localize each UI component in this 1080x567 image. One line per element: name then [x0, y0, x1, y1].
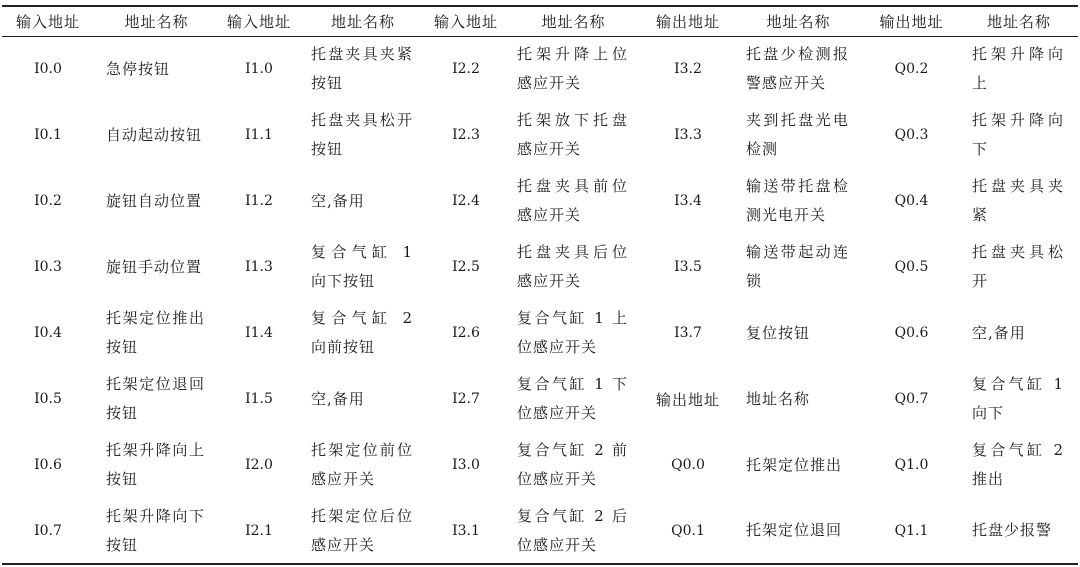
address-name-cell: 托架升降上位感应开关 — [517, 45, 628, 93]
address-cell: Q0.0 — [671, 457, 705, 473]
table-row — [2, 300, 1078, 366]
address-cell: I3.3 — [674, 127, 702, 143]
address-name-cell: 复合气缸 1 下位感应开关 — [517, 375, 628, 422]
address-name-cell: 旋钮手动位置 — [106, 257, 203, 276]
header-input-address-3: 输入地址 — [433, 12, 498, 31]
header-input-address-1: 输入地址 — [15, 12, 80, 31]
address-cell: Q0.7 — [894, 391, 929, 407]
address-cell: I0.1 — [34, 127, 62, 143]
address-name-cell: 地址名称 — [746, 389, 811, 408]
address-name-cell: 托架定位退回按钮 — [106, 375, 205, 422]
address-cell: I0.3 — [34, 259, 62, 275]
header-output-address-2: 输出地址 — [879, 12, 944, 31]
address-cell: Q1.1 — [894, 522, 929, 539]
address-name-cell: 空,备用 — [311, 389, 365, 408]
address-name-cell: 急停按钮 — [106, 59, 171, 78]
address-name-cell: 输送带托盘检测光电开关 — [746, 177, 849, 224]
header-row — [2, 6, 1078, 36]
address-cell: I0.2 — [34, 193, 62, 209]
address-cell: I0.7 — [34, 522, 62, 539]
address-cell: I0.6 — [34, 457, 62, 473]
address-cell: I3.0 — [452, 457, 480, 473]
address-cell: I3.7 — [674, 325, 702, 341]
address-name-cell: 自动起动按钮 — [106, 125, 203, 144]
address-name-cell: 复位按钮 — [746, 323, 811, 342]
address-name-cell: 托盘夹具夹紧按钮 — [311, 45, 413, 93]
table-row — [2, 168, 1078, 234]
address-cell: I3.5 — [674, 259, 702, 275]
address-cell: 输出地址 — [655, 390, 720, 409]
table-row — [2, 234, 1078, 300]
table-row — [2, 498, 1078, 564]
address-name-cell: 托架定位退回 — [746, 521, 843, 539]
address-cell: I2.2 — [452, 61, 480, 78]
address-name-cell: 复合气缸 1 向下按钮 — [311, 243, 413, 290]
address-cell: I3.1 — [452, 522, 480, 539]
address-name-cell: 托架升降向上 — [972, 45, 1064, 93]
address-name-cell: 托盘夹具松开按钮 — [311, 111, 413, 158]
address-cell: Q0.5 — [894, 259, 929, 275]
header-address-name-1: 地址名称 — [124, 12, 189, 31]
table-row — [2, 36, 1078, 102]
address-name-cell: 旋钮自动位置 — [106, 191, 203, 210]
address-name-cell: 托架放下托盘感应开关 — [517, 111, 628, 158]
table-body — [2, 36, 1078, 564]
table-row — [2, 366, 1078, 432]
address-name-cell: 空,备用 — [311, 191, 365, 210]
header-address-name-2: 地址名称 — [330, 12, 395, 31]
address-cell: Q0.6 — [894, 325, 929, 341]
address-cell: I0.0 — [34, 61, 62, 78]
address-cell: I2.5 — [452, 259, 480, 275]
header-address-name-3: 地址名称 — [541, 12, 606, 31]
address-cell: I1.4 — [245, 325, 273, 341]
address-cell: I2.1 — [245, 522, 273, 539]
address-cell: I1.1 — [245, 127, 273, 143]
address-name-cell: 托盘夹具松开 — [972, 243, 1064, 290]
address-name-cell: 复合气缸 2 向前按钮 — [311, 309, 413, 356]
address-cell: Q0.1 — [671, 522, 705, 539]
address-cell: Q0.2 — [894, 61, 929, 78]
address-name-cell: 托盘夹具夹紧 — [972, 177, 1064, 224]
address-cell: I0.4 — [34, 325, 62, 341]
address-name-cell: 托架定位后位感应开关 — [311, 506, 413, 554]
address-cell: I1.0 — [245, 61, 273, 78]
address-name-cell: 托架定位推出按钮 — [106, 309, 205, 356]
address-cell: I3.2 — [674, 61, 702, 78]
address-name-cell: 复合气缸 2 后位感应开关 — [517, 506, 628, 554]
address-cell: Q1.0 — [894, 457, 929, 473]
address-cell: I3.4 — [674, 193, 702, 209]
address-name-cell: 托架升降向上按钮 — [106, 441, 205, 488]
address-name-cell: 夹到托盘光电检测 — [746, 111, 849, 158]
address-cell: I1.2 — [245, 193, 273, 209]
address-name-cell: 托架定位推出 — [746, 455, 843, 474]
address-cell: Q0.3 — [894, 127, 929, 143]
address-name-cell: 托架升降向下 — [972, 111, 1064, 158]
address-cell: I0.5 — [34, 391, 62, 407]
address-cell: I2.7 — [452, 391, 480, 407]
address-name-cell: 托盘少检测报警感应开关 — [746, 45, 849, 93]
address-name-cell: 输送带起动连锁 — [746, 243, 849, 290]
address-cell: I2.4 — [452, 193, 480, 209]
address-name-cell: 空,备用 — [972, 323, 1026, 342]
header-address-name-4: 地址名称 — [766, 12, 831, 31]
address-name-cell: 托盘夹具后位感应开关 — [517, 243, 628, 290]
address-name-cell: 托架升降向下按钮 — [106, 506, 205, 554]
address-name-cell: 复合气缸 2 推出 — [972, 441, 1064, 488]
table-row — [2, 432, 1078, 498]
address-cell: I2.3 — [452, 127, 480, 143]
address-name-cell: 复合气缸 1 上位感应开关 — [517, 309, 628, 356]
table-row — [2, 102, 1078, 168]
io-address-table — [2, 5, 1078, 565]
header-address-name-5: 地址名称 — [986, 12, 1051, 31]
address-name-cell: 托盘夹具前位感应开关 — [517, 177, 628, 224]
address-name-cell: 复合气缸 1 向下 — [972, 375, 1064, 422]
table-header — [2, 6, 1078, 36]
header-output-address-1: 输出地址 — [655, 12, 720, 31]
address-cell: I1.3 — [245, 259, 273, 275]
address-cell: I2.6 — [452, 325, 480, 341]
address-cell: I2.0 — [245, 457, 273, 473]
address-name-cell: 托盘少报警 — [972, 521, 1053, 539]
address-cell: Q0.4 — [894, 193, 929, 209]
header-input-address-2: 输入地址 — [226, 12, 291, 31]
address-cell: I1.5 — [245, 391, 273, 407]
address-name-cell: 复合气缸 2 前位感应开关 — [517, 441, 628, 488]
address-name-cell: 托架定位前位感应开关 — [311, 441, 413, 488]
